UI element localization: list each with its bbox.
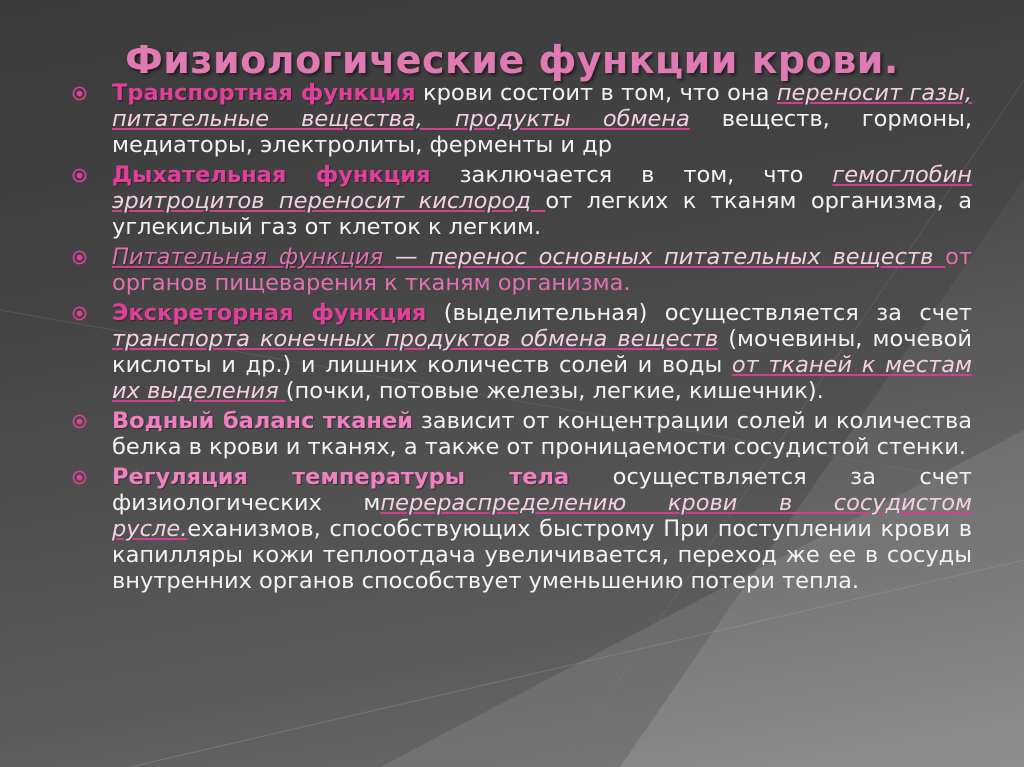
- function-term: Транспортная функция: [112, 80, 416, 106]
- bullet-list: [72, 80, 972, 598]
- circled-dot-bullet-icon: [72, 250, 87, 265]
- circled-dot-bullet-icon: [72, 168, 87, 183]
- circled-dot-bullet-icon: [72, 414, 87, 429]
- function-term: Регуляция температуры тела: [112, 464, 570, 490]
- list-item: [72, 464, 972, 594]
- underlined-phrase: от тканей к местам их выделения: [112, 352, 972, 404]
- list-item: [72, 80, 972, 158]
- function-term: Водный баланс тканей: [112, 408, 413, 434]
- list-item: [72, 162, 972, 240]
- function-term: Дыхательная функция: [112, 162, 431, 188]
- slide-title: Физиологические функции крови.: [125, 38, 899, 82]
- item-text: веществ, гормоны, медиаторы, электролиты, ферменты и др: [112, 106, 972, 158]
- item-text: от органов пищеварения к тканям организма.: [112, 244, 972, 296]
- item-text: (выделительная) осуществляется за счет: [426, 300, 972, 326]
- list-item: [72, 244, 972, 296]
- item-text: (почки, потовые железы, легкие, кишечник).: [285, 378, 824, 404]
- circled-dot-bullet-icon: [72, 306, 87, 321]
- circled-dot-bullet-icon: [72, 86, 87, 101]
- item-text: (мочевины, мочевой кислоты и др.) и лишних количеств солей и воды: [112, 326, 972, 378]
- list-item: [72, 300, 972, 404]
- item-text: еханизмов, способствующих быстрому При поступлении крови в капилляры кожи теплоотдача увеличивается, переход же ее в сосуды внутренних органов способствует уменьшению потери тепла.: [112, 516, 972, 594]
- item-text: зависит от концентрации солей и количества белка в крови и тканях, а также от проницаемости сосудистой стенки.: [112, 408, 972, 460]
- underlined-phrase: — перенос основных питательных веществ: [383, 244, 946, 270]
- underlined-phrase: транспорта конечных продуктов обмена веществ: [112, 326, 719, 352]
- item-text: заключается в том, что: [430, 162, 833, 188]
- item-text: осуществляется за счет физиологических м: [112, 464, 972, 516]
- list-item: [72, 408, 972, 460]
- underlined-phrase: перераспределению крови в сосудистом русле.: [112, 490, 973, 542]
- circled-dot-bullet-icon: [72, 470, 87, 485]
- item-text: крови состоит в том, что она: [415, 80, 777, 106]
- item-text: от легких к тканям организма, а углекислый газ от клеток к легким.: [112, 188, 972, 240]
- underlined-phrase: гемоглобин эритроцитов переносит кислород: [112, 162, 972, 214]
- function-term: Экскреторная функция: [112, 300, 427, 326]
- function-term: Питательная функция: [112, 244, 384, 270]
- underlined-phrase: переносит газы, питательные вещества, продукты обмена: [112, 80, 972, 132]
